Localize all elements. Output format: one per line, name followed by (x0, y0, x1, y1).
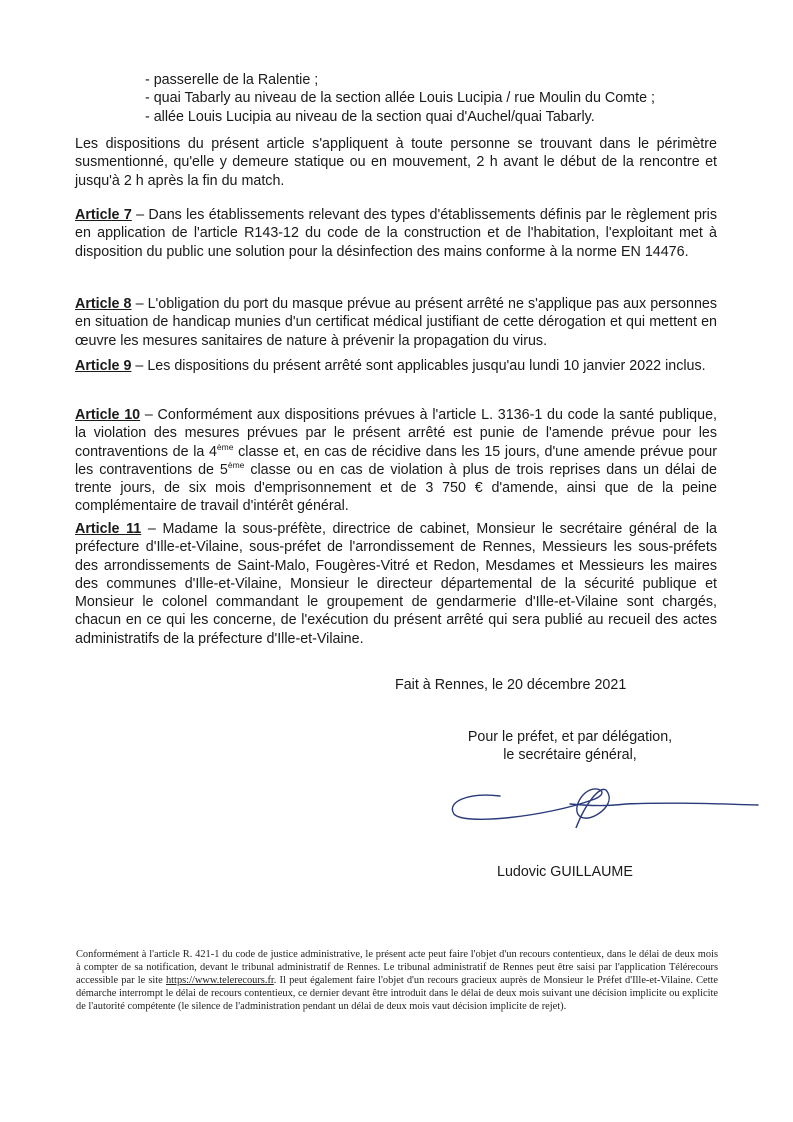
article-7 (75, 206, 717, 261)
article-9 (75, 357, 717, 375)
article-8-text: – L'obligation du port du masque prévue au présent arrêté ne s'applique pas aux personnes en situation de handicap munies d'un certificat médical justifiant de cette dérogation et qui mettent en œuvre les mesures sanitaires de nature à prévenir la propagation du virus. (75, 296, 717, 349)
handwritten-signature (440, 776, 770, 828)
article-10-superscript-a: ème (216, 441, 234, 452)
article-10-superscript-b: ème (227, 459, 245, 470)
article-11-label: Article 11 (75, 521, 142, 537)
article-8 (75, 295, 717, 350)
signer-name: Ludovic GUILLAUME (497, 864, 633, 880)
delegation-line-1: Pour le préfet, et par délégation, (467, 729, 673, 745)
article-10-text-b: classe et, en cas de récidive dans les 15 jours, d'une amende prévue pour les contraventions de 5 (75, 443, 717, 478)
perimeter-list (145, 71, 705, 126)
article-9-text: – Les dispositions du présent arrêté sont applicables jusqu'au lundi 10 janvier 2022 inclus. (131, 358, 706, 374)
delegation-line-2: le secrétaire général, (503, 747, 637, 764)
article-10-label: Article 10 (75, 407, 141, 423)
footer-text-b: . Il peut également faire l'objet d'un recours gracieux auprès de Monsieur le Préfet d'Ille-et-Vilaine. Cette démarche interrompt le délai de recours contentieux, ce dernier devant être introduit dans le délai de deux mois suivant une décision implicite ou explicite de l'autorité compétente (le silence de l'administration pendant un délai de deux mois vaut décision implicite de rejet). (76, 975, 719, 1013)
article-11-text: – Madame la sous-préfète, directrice de cabinet, Monsieur le secrétaire général de la préfecture d'Ille-et-Vilaine, sous-préfet de l'arrondissement de Rennes, Messieurs les sous-préfets des arrondissements de Saint-Malo, Fougères-Vitré et Redon, Mesdames et Messieurs les maires des communes d'Ille-et-Vilaine, Monsieur le directeur départemental de la sécurité publique et Monsieur le colonel commandant le groupement de gendarmerie d'Ille-et-Vilaine sont chargés, chacun en ce qui les concerne, de l'exécution du présent arrêté qui sera publié au recueil des actes administratifs de la préfecture d'Ille-et-Vilaine. (75, 521, 717, 647)
scope-paragraph: Les dispositions du présent article s'appliquent à toute personne se trouvant dans le périmètre susmentionné, qu'elle y demeure statique ou en mouvement, 2 h avant le début de la rencontre et jusqu'à 2 h après la fin du match. (75, 136, 717, 189)
legal-footer (76, 948, 718, 1013)
article-7-label: Article 7 (75, 207, 132, 223)
list-item: - allée Louis Lucipia au niveau de la section quai d'Auchel/quai Tabarly. (145, 108, 595, 125)
article-9-label: Article 9 (75, 358, 132, 374)
article-10 (75, 406, 717, 516)
list-item: - passerelle de la Ralentie ; (145, 72, 319, 88)
footer-text-a: Conformément à l'article R. 421-1 du code de justice administrative, le présent acte peut faire l'objet d'un recours contentieux, dans le délai de deux mois à compter de sa notification, devant le tribunal administratif de Rennes. Le tribunal administratif de Rennes peut être saisi par l'application Télérecours accessible par le site (76, 949, 718, 987)
delegation-block (440, 728, 700, 765)
place-date: Fait à Rennes, le 20 décembre 2021 (395, 677, 627, 693)
article-7-text: – Dans les établissements relevant des types d'établissements définis par le règlement pris en application de l'article R143-12 du code de la construction et de l'habitation, l'exploitant met à disposition du public une solution pour la désinfection des mains conforme à la norme EN 14476. (75, 207, 717, 260)
article-11 (75, 520, 717, 648)
article-10-text-a: – Conformément aux dispositions prévues à l'article L. 3136-1 du code la santé publique, la violation des mesures prévues par le présent arrêté est punie de l'amende prévue pour les contraventions de la 4 (75, 407, 717, 460)
article-8-label: Article 8 (75, 296, 132, 312)
article-10-text-c: classe ou en cas de violation à plus de trois reprises dans un délai de trente jours, de six mois d'emprisonnement et de 3 750 € d'amende, ainsi que de la peine complémentaire de travail d'intérêt général. (75, 461, 717, 515)
list-item: - quai Tabarly au niveau de la section allée Louis Lucipia / rue Moulin du Comte ; (145, 90, 655, 107)
telerecours-link[interactable]: https://www.telerecours.fr (165, 975, 274, 987)
